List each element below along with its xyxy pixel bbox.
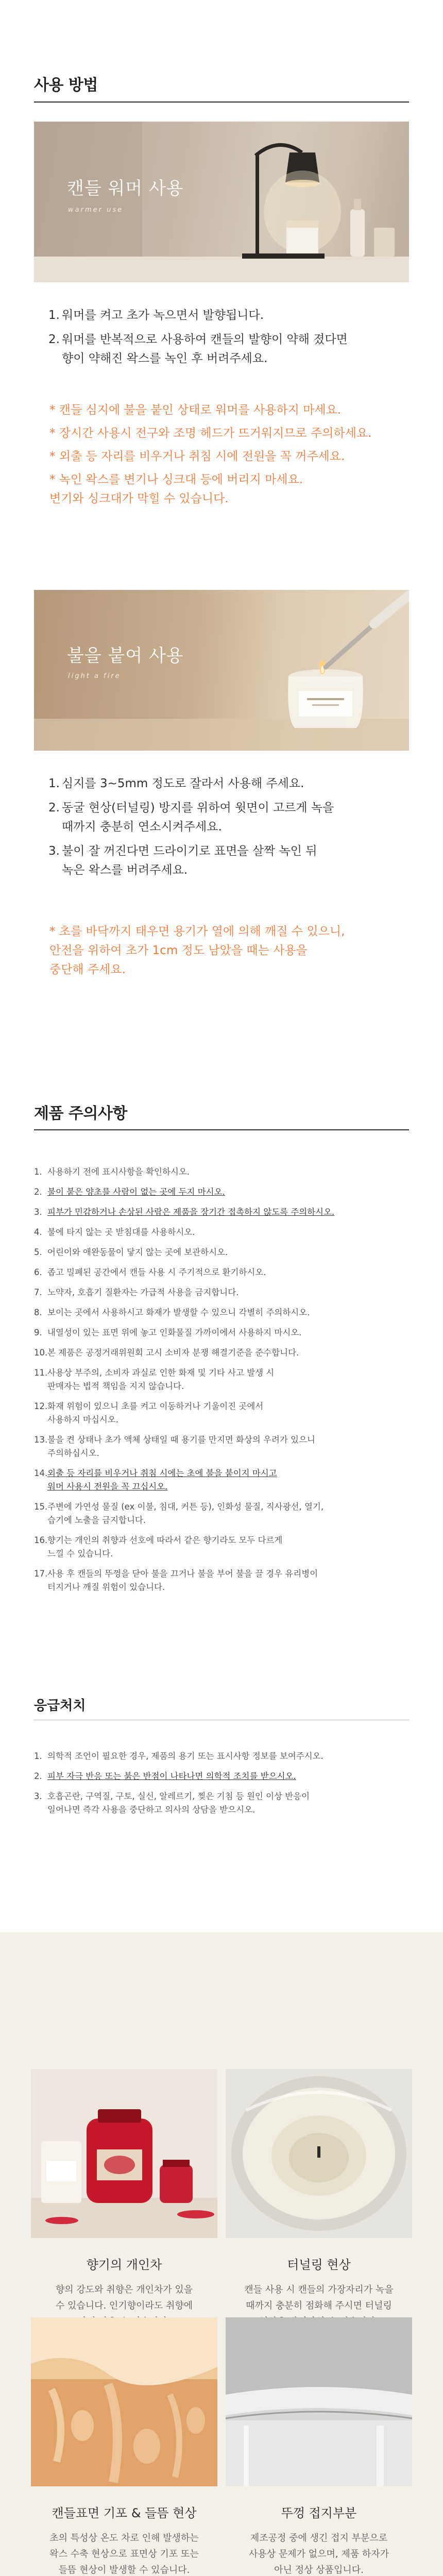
card-title: 터널링 현상 xyxy=(287,2258,351,2272)
lighting-step: 3. 불이 잘 꺼진다면 드라이기로 표면을 살짝 녹인 뒤 녹은 왁스를 버려주세요. xyxy=(48,844,317,877)
card-description: 향의 강도와 취향은 개인차가 있을 수 있습니다. 인기향이라도 취향에 xyxy=(55,2284,193,2311)
info-card-tunneling xyxy=(226,2069,412,2330)
card-title: 뚜껑 접지부분 xyxy=(281,2506,357,2520)
warning-text: * 외출 등 자리를 비우거나 취침 시에 전원을 꼭 꺼주세요. xyxy=(49,450,345,463)
info-card-lid xyxy=(226,2317,412,2576)
warning-text: * 장시간 사용시 전구와 조명 헤드가 뜨거워지므로 주의하세요. xyxy=(49,427,372,440)
caution-item: 5. 어린이와 애완동물이 닿지 않는 곳에 보관하시오. xyxy=(34,1247,228,1257)
lighting-step: 1. 심지를 3~5mm 정도로 잘라서 사용해 주세요. xyxy=(48,777,304,790)
warmer-warnings xyxy=(49,401,410,513)
emergency-item: 1. 의학적 조언이 필요한 경우, 제품의 용기 또는 표시사항 정보를 보여주시오. xyxy=(34,1751,323,1761)
caution-list xyxy=(34,1165,409,1601)
product-info-cards xyxy=(0,1932,443,2576)
lid-seam-photo xyxy=(226,2317,412,2486)
info-card-bubbles xyxy=(31,2317,217,2576)
emergency-item: 3. 호흡곤란, 구역질, 구토, 실신, 알레르기, 찢은 기침 등 원인 이상 반응이 일어나면 즉각 사용을 중단하고 의사의 상담을 받으시오. xyxy=(34,1791,310,1815)
caution-item: 9. 내열성이 있는 표면 위에 놓고 인화물질 가까이에서 사용하지 마시오. xyxy=(34,1328,302,1337)
tunneling-candle-photo xyxy=(226,2069,412,2238)
caution-item: 10. 본 제품은 공정거래위원회 고시 소비자 분쟁 해결기준을 준수합니다. xyxy=(34,1348,299,1358)
caution-item: 6. 좁고 밀폐된 공간에서 캔들 사용 시 주기적으로 환기하시오. xyxy=(34,1267,266,1277)
caution-item: 8. 보이는 곳에서 사용하시고 화재가 발생할 수 있으니 각별히 주의하시오. xyxy=(34,1308,310,1317)
card-title: 향기의 개인차 xyxy=(86,2258,162,2272)
emergency-item: 2. 피부 자극 반응 또는 붉은 반점이 나타나면 의학적 조치를 받으시오. xyxy=(34,1771,296,1781)
caution-title: 제품 주의사항 xyxy=(34,1105,127,1123)
card-description: 캔들 사용 시 캔들의 가장자리가 녹을 때까지 충분히 점화해 주시면 터널링 xyxy=(244,2284,394,2311)
caution-item: 7. 노약자, 호흡기 질환자는 가급적 사용을 금지합니다. xyxy=(34,1287,239,1297)
usage-title: 사용 방법 xyxy=(34,76,98,94)
card-description: 초의 특성상 온도 차로 인해 발생하는 왁스 수축 현상으로 표면상 기포 또는 들뜸 현상이 발생할 수 있습니다. xyxy=(49,2533,199,2575)
banner-warmer-title: 캔들 워머 사용 xyxy=(67,178,184,199)
caution-item: 12. 화재 위험이 있으니 초를 켜고 이동하거나 기울이진 곳에서 사용하지 마십시오. xyxy=(34,1401,264,1425)
warning-text: * 초를 바닥까지 태우면 용기가 열에 의해 깨질 수 있으니, 안전을 위하여 초가 1cm 정도 남았을 때는 사용을 중단해 주세요. xyxy=(49,925,345,976)
candle-lighting-photo xyxy=(34,590,409,751)
banner-warmer-subtitle: warmer use xyxy=(68,206,124,214)
warning-text: * 녹인 왁스를 변기나 싱크대 등에 버리지 마세요. 변기와 싱크대가 막힐 수 있습니다. xyxy=(49,473,303,505)
caution-item: 3. 피부가 민감하거나 손상된 사람은 제품을 장기간 접촉하지 않도록 주의하시오. xyxy=(34,1207,335,1217)
candle-jars-photo xyxy=(31,2069,217,2238)
info-card-scent xyxy=(31,2069,217,2330)
emergency-title: 응급처치 xyxy=(34,1698,86,1714)
caution-item: 13. 불을 켠 상태나 초가 액체 상태일 때 용기를 만지면 화상의 우려가 있으니 주의하십시오. xyxy=(34,1435,315,1458)
caution-item: 4. 불에 타지 않는 곳 받침대를 사용하시오. xyxy=(34,1227,195,1237)
wax-surface-photo xyxy=(31,2317,217,2486)
warmer-steps xyxy=(48,306,399,368)
card-title: 캔들표면 기포 & 들뜸 현상 xyxy=(52,2506,197,2520)
lighting-warnings xyxy=(49,922,410,984)
card-description: 제조공정 중에 생긴 접지 부분으로 사용상 문제가 없으며, 제품 하자가 아닌 정상 상품입니다. xyxy=(248,2533,389,2575)
caution-item: 17. 사용 후 캔들의 뚜껑을 닫아 불을 끄거나 불을 부어 불을 끌 경우 유리병이 터지거나 깨질 위험이 있습니다. xyxy=(34,1569,318,1592)
emergency-list xyxy=(34,1750,409,1823)
caution-item: 15. 주변에 가연성 물질 (ex 이불, 침대, 커튼 등), 인화성 물질, 직사광선, 열기, 습기에 노출을 금지합니다. xyxy=(34,1502,324,1525)
warmer-step: 1. 워머를 켜고 초가 녹으면서 발향됩니다. xyxy=(48,309,264,322)
banner-lighting-subtitle: light a fire xyxy=(68,672,121,680)
caution-title-rule xyxy=(34,1129,409,1130)
warmer-step: 2. 워머를 반복적으로 사용하여 캔들의 발향이 약해 졌다면 향이 약해진 왁스를 녹인 후 버려주세요. xyxy=(48,333,348,365)
caution-item: 1. 사용하기 전에 표시사항을 확인하시오. xyxy=(34,1167,190,1177)
caution-item: 16. 향기는 개인의 취향과 선호에 따라서 같은 향기라도 모두 다르게 느낄 수 있습니다. xyxy=(34,1535,283,1558)
usage-title-rule xyxy=(34,101,409,103)
lighting-steps xyxy=(48,774,399,880)
caution-item: 14. 외출 등 자리를 비우거나 취침 시에는 초에 불을 붙이지 마시고 워머 사용시 전원을 꼭 끄십시오. xyxy=(34,1468,277,1492)
banner-lighting-title: 불을 붙여 사용 xyxy=(67,646,184,666)
caution-item: 2. 불이 붙은 양초를 사람이 없는 곳에 두지 마시오. xyxy=(34,1187,225,1197)
caution-item: 11. 사용상 부주의, 소비자 과실로 인한 화재 및 기타 사고 발생 시 판매자는 법적 책임을 지지 않습니다. xyxy=(34,1368,275,1391)
candle-warmer-photo xyxy=(34,122,409,282)
warning-text: * 캔들 심지에 불을 붙인 상태로 워머를 사용하지 마세요. xyxy=(49,403,342,417)
lighting-step: 2. 동굴 현상(터널링) 방지를 위하여 윗면이 고르게 녹을 때까지 충분히 연소시켜주세요. xyxy=(48,801,334,834)
